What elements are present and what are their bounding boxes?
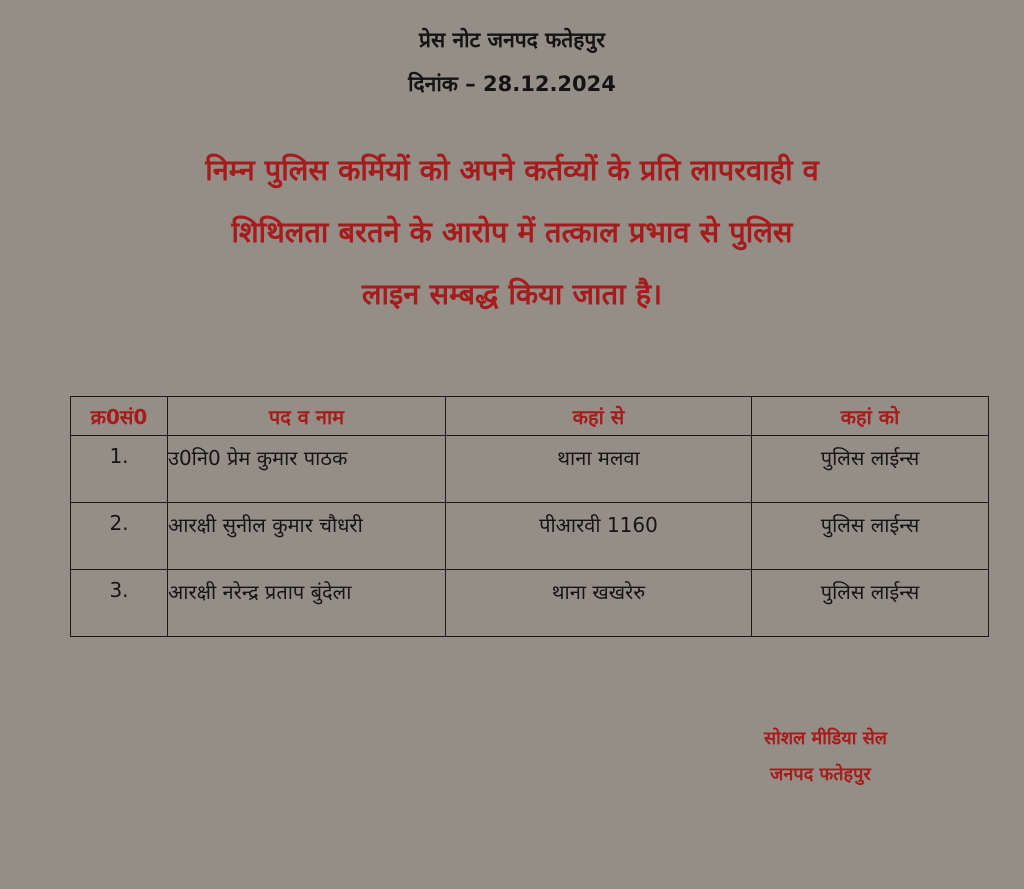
header-post-name: पद व नाम xyxy=(168,397,446,436)
notice-line-3: लाइन सम्बद्ध किया जाता है। xyxy=(361,277,663,311)
header-to: कहां को xyxy=(752,397,989,436)
attachment-table xyxy=(70,396,989,637)
cell-to: पुलिस लाईन्स xyxy=(752,570,989,637)
header-from: कहां से xyxy=(446,397,752,436)
cell-from: पीआरवी 1160 xyxy=(446,503,752,570)
table-row xyxy=(71,503,989,570)
cell-post-name: आरक्षी नरेन्द्र प्रताप बुंदेला xyxy=(168,570,446,637)
notice-line-1: निम्न पुलिस कर्मियों को अपने कर्तव्यों के प्रति लापरवाही व xyxy=(205,153,819,187)
notice-line-2: शिथिलता बरतने के आरोप में तत्काल प्रभाव से पुलिस xyxy=(231,215,793,249)
header-serial: क्र0सं0 xyxy=(71,397,168,436)
table-header-row xyxy=(71,397,989,436)
cell-from: थाना मलवा xyxy=(446,436,752,503)
signature-unit: सोशल मीडिया सेल xyxy=(764,728,887,749)
cell-serial: 2. xyxy=(71,503,168,570)
table-row xyxy=(71,570,989,637)
cell-to: पुलिस लाईन्स xyxy=(752,436,989,503)
cell-serial: 3. xyxy=(71,570,168,637)
cell-to: पुलिस लाईन्स xyxy=(752,503,989,570)
cell-from: थाना खखरेरु xyxy=(446,570,752,637)
cell-post-name: उ0नि0 प्रेम कुमार पाठक xyxy=(168,436,446,503)
cell-post-name: आरक्षी सुनील कुमार चौधरी xyxy=(168,503,446,570)
table-row xyxy=(71,436,989,503)
cell-serial: 1. xyxy=(71,436,168,503)
press-note-title: प्रेस नोट जनपद फतेहपुर xyxy=(419,28,605,52)
notice-text xyxy=(80,146,944,332)
signature-district: जनपद फतेहपुर xyxy=(770,764,871,785)
press-note-date: दिनांक – 28.12.2024 xyxy=(408,72,616,96)
